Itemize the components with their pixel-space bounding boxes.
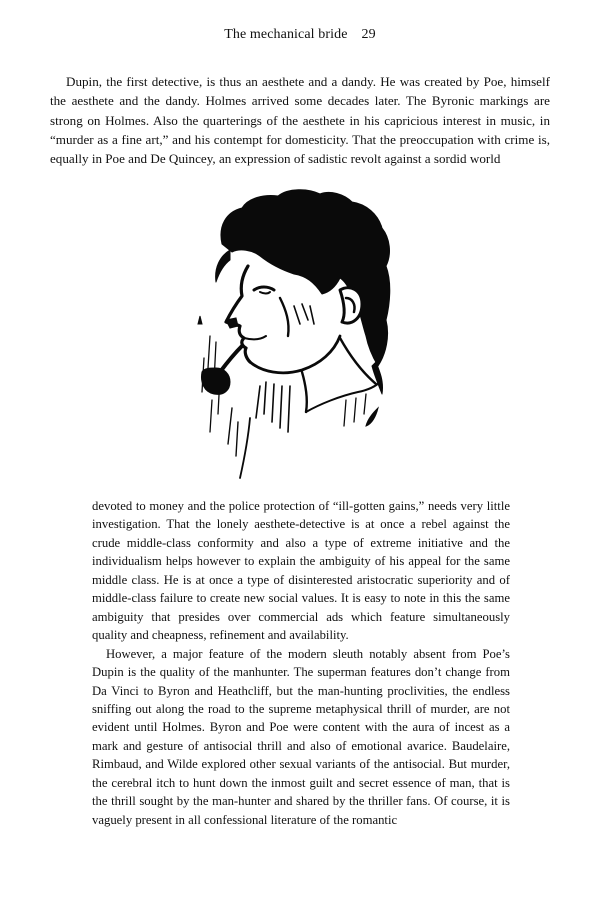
paragraph-manhunter: However, a major feature of the modern sleuth notably absent from Poe’s Dupin is the quality of the manhunter. The superman features don’t change from Da Vinci to Byron and Heathcliff, but the man-hunting proclivities, the endless sniffing out along the road to the supreme metaphysical thrill of murder, are not evident until Holmes. Byron and Poe were content with the aura of incest as a mark and gesture of antisocial thrill and also of emotional avarice. Baudelaire, Rimbaud, and Wilde explored other sexual variants of the antisocial. But murder, the cerebral itch to hunt down the inmost guilt and secret essence of man, that is the thrill sought by the man-hunter and shared by the thriller fans. Of course, it is vaguely present in all confessional literature of the romantic (92, 646, 510, 827)
page-number: 29 (361, 27, 376, 42)
pipe-smoking-man-sketch (190, 186, 410, 486)
detective-sketch-illustration (190, 186, 410, 486)
paragraph-aesthete-detective: devoted to money and the police protection of “ill-gotten gains,” needs very little investigation. That the lonely aesthete-detective is at once a rebel against the crude middle-class conformity and also a type of extreme initiative and the individualism helps however to explain the ambiguity of his appeal for the same middle class. He is at once a type of disinterested aristocratic superiority and of middle-class failure to create new social values. It is easy to note in this the same ambiguity that presides over commercial ads which feature simultaneously quality and cheapness, refinement and availability. (92, 499, 510, 643)
running-header-title: The mechanical bride (224, 27, 348, 42)
paragraph-dupin: Dupin, the first detective, is thus an aesthete and a dandy. He was created by Poe, himself the aesthete and the dandy. Holmes arrived some decades later. The Byronic markings are strong on Holmes. Also the quarterings of the aesthete in his capricious interest in music, in “murder as a fine art,” and his contempt for domesticity. That the preoccupation with crime is, equally in Poe and De Quincey, an expression of sadistic revolt against a sordid world (50, 74, 550, 167)
running-header (0, 27, 600, 43)
body-text (92, 497, 510, 829)
